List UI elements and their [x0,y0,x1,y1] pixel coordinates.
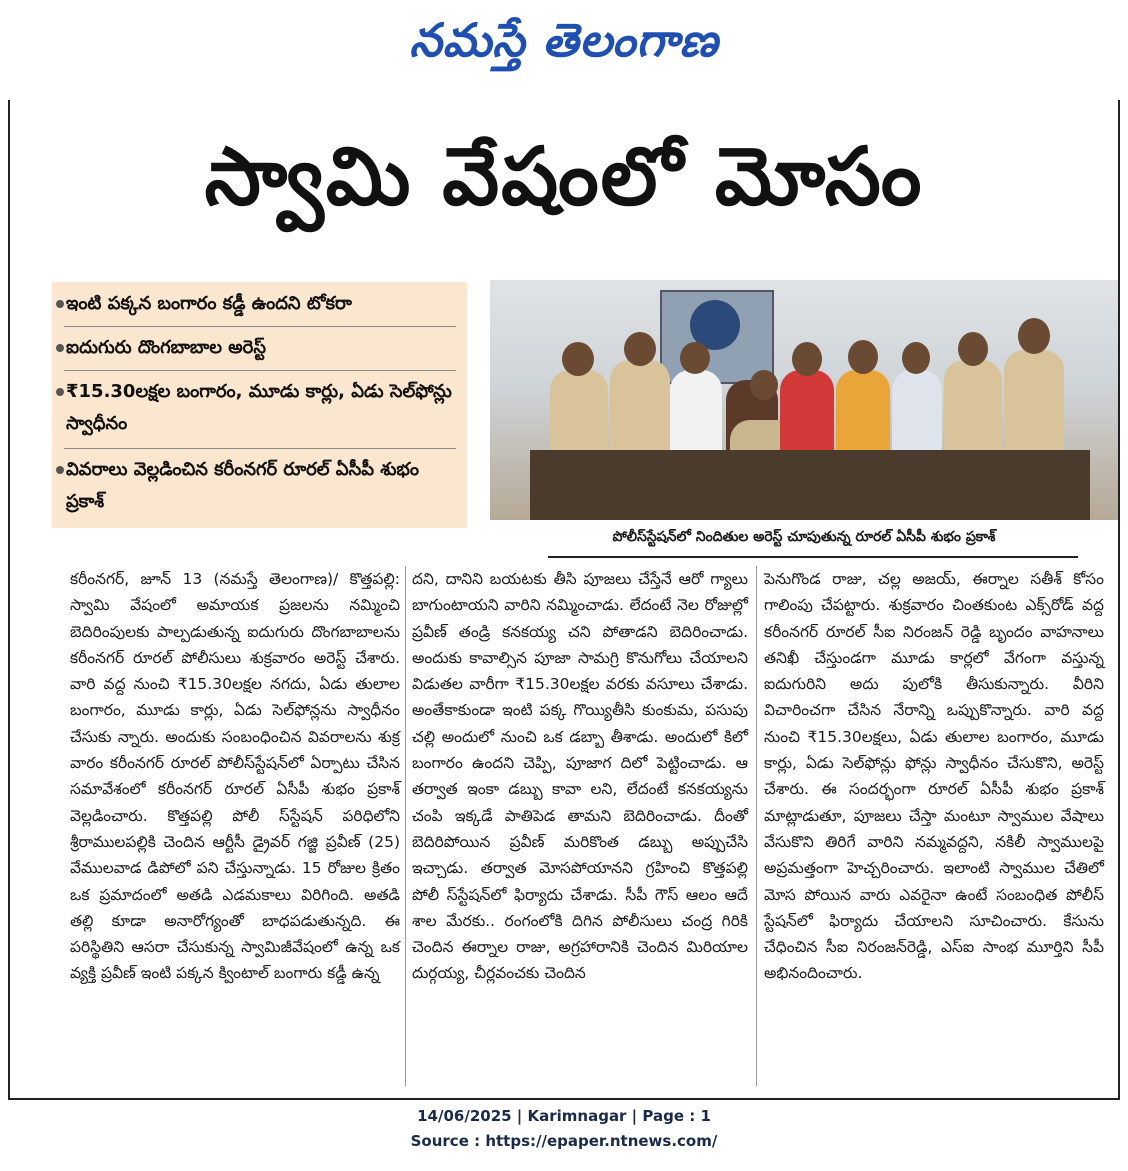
highlight-item: వివరాలు వెల్లడించిన కరీంనగర్ రూరల్ ఏసీపీ శుభం ప్రకాశ్ [66,454,461,518]
highlight-item: ఇంటి పక్కన బంగారం కడ్డీ ఉందని టోకరా [66,288,461,320]
masthead-title: నమస్తే తెలంగాణ [409,13,719,67]
news-photo [490,280,1118,520]
photo-person-head [1018,318,1050,354]
photo-person-head [902,342,930,374]
column-rule [405,566,406,1086]
masthead [0,6,1128,74]
page-border-bottom [8,1098,1120,1100]
article-column-2: దని, దానిని బయటకు తీసి పూజలు చేస్తేనే ఆరో గ్యాలు బాగుంటాయని వారిని నమ్మించాడు. లేదంటే నెల రోజుల్లో ప్రవీణ్ తండ్రి కనకయ్య చని పోతాడని బెదిరించాడు. అందుకు కావాల్సిన పూజా సామగ్రి కొనుగోలు చేయాలని విడుతల వారీగా ₹15.30లక్షల వరకు వసూలు చేశాడు. అంతేకాకుండా ఇంటి పక్క గొయ్యితీసి కుంకుమ, పసుపు చల్లి అందులో నుంచి ఒక డబ్బా తీశాడు. అందులో కిలో బంగారం ఉందని చెప్పి, పూజాగ దిలో పెట్టించాడు. ఆ తర్వాత ఇంకా డబ్బు కావా లని, లేదంటే కనకయ్యను చంపి ఇక్కడే పాతిపెడ తామని బెదిరించాడు. దీంతో బెదిరిపోయిన ప్రవీణ్ మరికొంత డబ్బు అప్పుచేసి ఇచ్చాడు. తర్వాత మోసపోయానని గ్రహించి కొత్తపల్లి పోలీ స్‌స్టేషన్‌లో ఫిర్యాదు చేశాడు. సీపీ గౌస్ ఆలం ఆదే శాల మేరకు.. రంగంలోకి దిగిన పోలీసులు చంద్ర గిరికి చెందిన ఈర్నాల రాజు, అగ్రహారానికి చెందిన మిరియాల దుర్గయ్య, చీర్లవంచకు చెందిన [412,570,748,983]
highlight-divider [64,448,456,449]
headline [0,122,1128,232]
highlight-item: ₹15.30లక్షల బంగారం, మూడు కార్లు, ఏడు సెల్‌ఫోన్లు స్వాధీనం [66,376,461,440]
photo-person-head [848,340,878,374]
page-border-left [8,100,10,1100]
photo-person-head [750,370,778,400]
highlight-item: ఐదుగురు దొంగబాబాల అరెస్ట్ [66,332,461,364]
highlight-divider [64,370,456,371]
article-column-3: పెనుగొండ రాజు, చల్ల అజయ్, ఈర్నాల సతీశ్ కోసం గాలింపు చేపట్టారు. శుక్రవారం చింతకుంట ఎక్స్‌రోడ్ వద్ద కరీంనగర్ రూరల్ సీఐ నిరంజన్ రెడ్డి బృందం వాహనాలు తనిఖీ చేస్తుండగా మూడు కార్లలో వేగంగా వస్తున్న ఐదుగురిని అదు పులోకి తీసుకున్నారు. వీరిని విచారించగా చేసిన నేరాన్ని ఒప్పుకొన్నారు. వారి వద్ద నుంచి ₹15.30లక్షలు, ఏడు తులాల బంగారం, మూడు కార్లు, ఏడు సెల్‌ఫోన్లు ఫోన్లు స్వాధీనం చేసుకొని, అరెస్ట్ చేశారు. ఈ సందర్భంగా రూరల్ ఏసీపీ శుభం ప్రకాశ్ మాట్లాడుతూ, పూజలు చేస్తా మంటూ స్వాముల వేషాలు వేసుకొని తిరిగే వారిని నమ్మవద్దని, నకిలీ స్వాములపై అప్రమత్తంగా హెచ్చరించారు. ఇలాంటి స్వాముల చేతిలో మోస పోయిన వారు ఎవరైనా ఉంటే సంబంధిత పోలీస్ స్టేషన్‌లో ఫిర్యాదు చేయాలని సూచించారు. కేసును చేధించిన సీఐ నిరంజన్‌రెడ్డి, ఎస్ఐ సాంభ మూర్తిని సీపీ అభినందించారు. [764,570,1104,983]
footer-source[interactable]: Source : https://epaper.ntnews.com/ [410,1132,718,1150]
headline-text: స్వామి వేషంలో మోసం [204,130,924,223]
photo-caption: పోలీస్‌స్టేషన్‌లో నిందితుల అరెస్ట్ చూపుతున్న రూరల్ ఏసీపీ శుభం ప్రకాశ్ [612,529,996,545]
bullet-icon [56,344,64,352]
highlights-box [52,282,467,528]
bullet-icon [56,388,64,396]
bullet-icon [56,300,64,308]
footer-date-edition: 14/06/2025 | Karimnagar | Page : 1 [417,1107,711,1125]
photo-person-head [792,342,822,376]
page-border-right [1118,100,1120,1100]
photo-person-head [562,342,594,376]
bullet-icon [56,466,64,474]
photo-table [530,450,1090,520]
photo-person-head [958,332,988,366]
article-column-1: కరీంనగర్, జూన్ 13 (నమస్తే తెలంగాణ)/ కొత్తపల్లి: స్వామి వేషంలో అమాయక ప్రజలను నమ్మించి బెదిరింపులకు పాల్పడుతున్న ఐదుగురు దొంగబాబాలను కరీంనగర్ రూరల్ పోలీసులు శుక్రవారం అరెస్ట్ చేశారు. వారి వద్ద నుంచి ₹15.30లక్షల నగదు, ఏడు తులాల బంగారం, మూడు కార్లు, ఏడు సెల్‌ఫోన్లను స్వాధీనం చేసుకు న్నారు. అందుకు సంబంధించిన వివరాలను శుక్ర వారం కరీంనగర్ రూరల్ పోలీస్‌స్టేషన్‌లో ఏర్పాటు చేసిన సమావేశంలో కరీంనగర్ రూరల్ ఏసీపీ శుభం ప్రకాశ్ వెల్లడించారు. కొత్తపల్లి పోలీ స్‌స్టేషన్ పరిధిలోని శ్రీరాములపల్లికి చెందిన ఆర్టీసీ డ్రైవర్ గజ్జి ప్రవీణ్ (25) వేములవాడ డిపోలో పని చేస్తున్నాడు. 15 రోజుల క్రితం ఒక ప్రమాదంలో అతడి ఎడమకాలు విరిగింది. అతడి తల్లి కూడా అనారోగ్యంతో బాధపడుతున్నది. ఈ పరిస్థితిని ఆసరా చేసుకున్న స్వామిజీవేషంలో ఉన్న ఒక వ్యక్తి ప్రవీణ్ ఇంటి పక్కన క్వింటాల్ బంగారు కడ్డీ ఉన్న [70,570,400,983]
highlight-divider [64,326,456,327]
caption-underline [548,556,1078,558]
photo-person-head [624,332,656,366]
footer [0,1104,1128,1154]
column-rule [756,566,757,1086]
photo-person-head [680,342,710,374]
